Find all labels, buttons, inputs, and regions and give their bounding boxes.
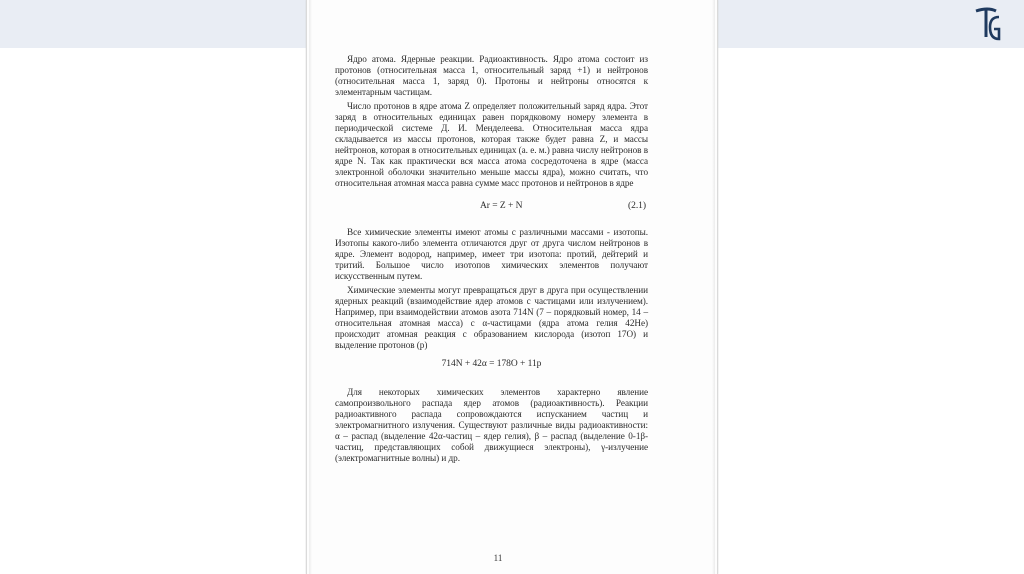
paragraph-radioactivity: Для некоторых химических элементов характерно явление самопроизвольного распада ядер атомов (радиоактивность). Реакции радиоактивного распада сопровождаются испусканием частиц и электромагнитного излучения. Существуют различные виды радиоактивности: α – распад (выделение 42α-частиц – ядер гелия), β – распад (выделение 0-1β-частиц, представляющих собой движущиеся электроны), γ-излучение (электромагнитные волны) и др.	[335, 387, 648, 463]
equation-2-1-number: (2.1)	[628, 201, 646, 211]
paragraph-nucleus: Ядро атома. Ядерные реакции. Радиоактивность. Ядро атома состоит из протонов (относительная масса 1, относительный заряд +1) и нейтронов (относительная масса 1, заряд 0). Протоны и нейтроны относятся к элементарным частицам.	[335, 54, 648, 97]
equation-nuclear-reaction: 714N + 42α = 178O + 11p	[441, 359, 542, 369]
paragraph-protons: Число протонов в ядре атома Z определяет положительный заряд ядра. Этот заряд в относительных единицах равен порядковому номеру элемента в периодической системе Д. И. Менделеева. Относительная масса ядра складывается из массы протонов, которая также будет равна Z, и массы нейтронов, которая в относительных единицах (а. е. м.) равна числу нейтронов в ядре N. Так как практически вся масса атома сосредоточена в ядре (масса электронной оболочки значительно меньше массы ядра), можно считать, что относительная атомная масса равна сумме масс протонов и нейтронов в ядре	[335, 101, 648, 188]
document-text	[335, 54, 648, 467]
paragraph-reactions: Химические элементы могут превращаться друг в друга при осуществлении ядерных реакций (взаимодействие ядер атомов с частицами или излучением). Например, при взаимодействии атомов азота 714N (7 – порядковый номер, 14 – относительная атомная масса) с α-частицами (ядра атома гелия 42He) происходит атомная реакция с образованием кислорода (изотоп 17O) и выделение протонов (р)	[335, 285, 648, 350]
equation-2-1-formula: Ar = Z + N	[480, 201, 523, 211]
university-logo-icon	[966, 3, 1010, 47]
paragraph-isotopes: Все химические элементы имеют атомы с различными массами - изотопы. Изотопы какого-либо элемента отличаются друг от друга числом нейтронов в ядре. Элемент водород, например, имеет три изотопа: протий, дейтерий и тритий. Большое число изотопов химических элементов получают искусственным путем.	[335, 227, 648, 281]
page-number: 11	[493, 553, 503, 563]
equation-2-1	[335, 201, 648, 215]
